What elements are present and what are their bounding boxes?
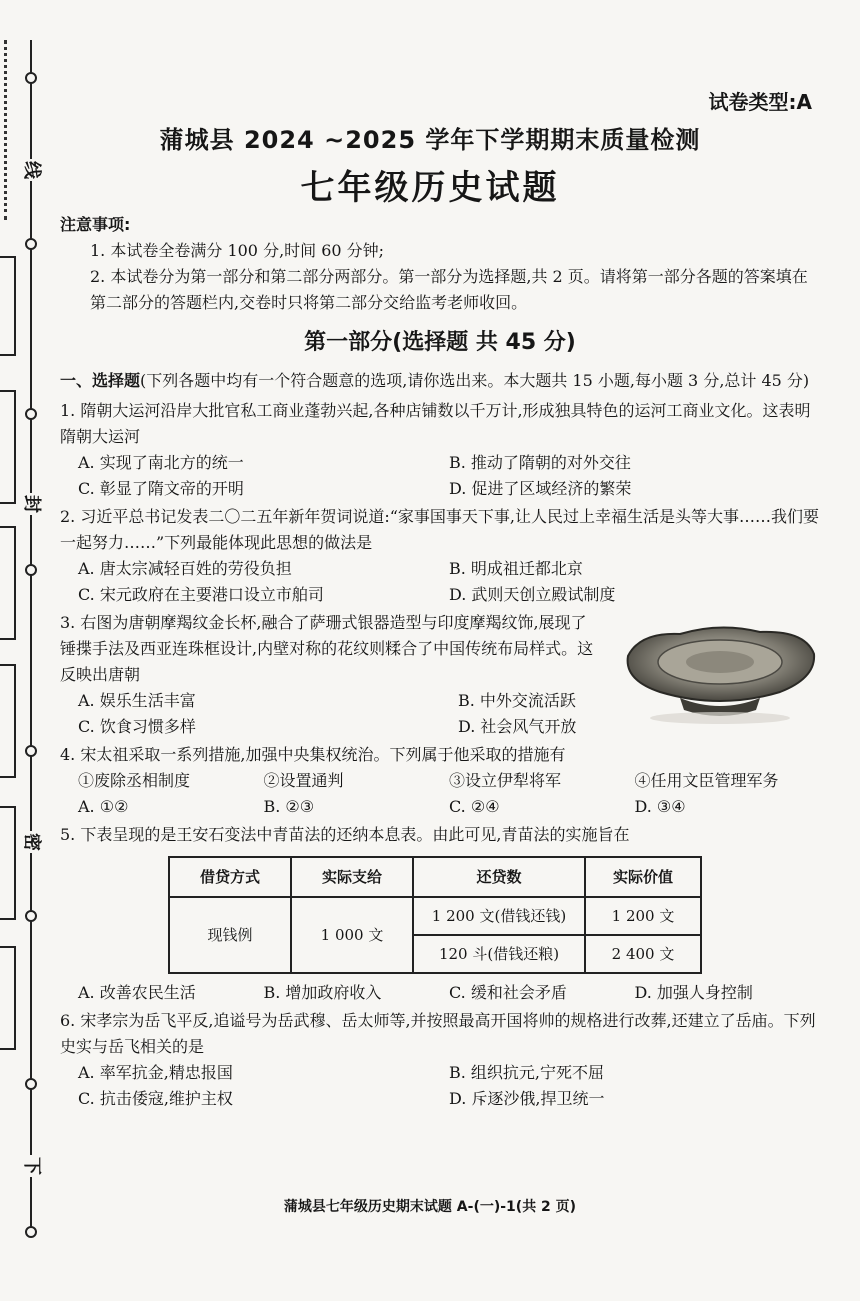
table-cell-given: 1 000 文: [291, 897, 413, 973]
option-b[interactable]: B. 增加政府收入: [263, 983, 382, 1002]
table-cell-value: 1 200 文: [585, 897, 701, 935]
binding-char-feng: 封: [21, 495, 42, 513]
question-2: [60, 504, 820, 608]
binding-hole: [25, 1078, 37, 1090]
table-header-row: [169, 857, 701, 897]
question-items: [60, 768, 820, 794]
option-a[interactable]: A. 娱乐生活丰富: [78, 691, 196, 710]
binding-hole: [25, 910, 37, 922]
option-d[interactable]: D. 加强人身控制: [634, 983, 753, 1002]
question-options: [60, 556, 820, 608]
question-stem: 2. 习近平总书记发表二〇二五年新年贺词说道:“家事国事天下事,让人民过上幸福生活是头等大事……我们要一起努力……”下列最能体现此思想的做法是: [60, 507, 820, 552]
item-4: ④任用文臣管理军务: [634, 771, 779, 790]
table-header: 借贷方式: [169, 857, 291, 897]
option-b[interactable]: B. 中外交流活跃: [458, 691, 576, 710]
exam-subtitle: 七年级历史试题: [300, 168, 560, 208]
item-2: ②设置通判: [263, 771, 344, 790]
binding-hole: [25, 1226, 37, 1238]
binding-char-xian: 线: [21, 161, 42, 179]
table-cell-value: 2 400 文: [585, 935, 701, 973]
item-3: ③设立伊犁将军: [449, 771, 562, 790]
option-d[interactable]: D. 武则天创立殿试制度: [449, 585, 616, 604]
option-a[interactable]: A. 唐太宗减轻百姓的劳役负担: [78, 559, 292, 578]
part-one-title: 第一部分(选择题 共 45 分): [304, 330, 576, 355]
question-1: [60, 398, 820, 502]
option-d[interactable]: D. 促进了区域经济的繁荣: [449, 479, 632, 498]
binding-hole: [25, 238, 37, 250]
binding-char-xia: 下: [21, 1157, 42, 1175]
binding-field-box: [0, 806, 16, 920]
binding-hole: [25, 745, 37, 757]
exam-body: [60, 212, 820, 1112]
exam-title: 蒲城县 2024 ~2025 学年下学期期末质量检测: [159, 126, 701, 154]
binding-field-box: [0, 256, 16, 356]
question-options: [60, 450, 820, 502]
paper-type-label: 试卷类型:A: [708, 90, 812, 114]
item-1: ①废除丞相制度: [78, 771, 191, 790]
option-a[interactable]: A. 实现了南北方的统一: [78, 453, 244, 472]
question-options: [60, 794, 820, 820]
question-stem: 3. 右图为唐朝摩羯纹金长杯,融合了萨珊式银器造型与印度摩羯纹饰,展现了锤揲手法及西亚连珠框设计,内壁对称的花纹则糅合了中国传统布局样式。这反映出唐朝: [60, 613, 594, 684]
section-desc: (下列各题中均有一个符合题意的选项,请你选出来。本大题共 15 小题,每小题 3 分,总计 45 分): [140, 371, 810, 390]
gold-cup-image: [620, 618, 820, 728]
table-header: 实际价值: [585, 857, 701, 897]
question-options: [60, 1060, 820, 1112]
table-row: [169, 897, 701, 935]
question-5: [60, 822, 820, 1006]
question-stem: 4. 宋太祖采取一系列措施,加强中央集权统治。下列属于他采取的措施有: [60, 745, 566, 764]
option-d[interactable]: D. ③④: [634, 797, 686, 816]
binding-field-box: [0, 664, 16, 778]
binding-char-mi: 密: [21, 833, 42, 851]
table-header: 还贷数: [413, 857, 585, 897]
section-label: 一、选择题: [60, 371, 141, 390]
question-options: [60, 980, 820, 1006]
loan-table: [168, 856, 702, 974]
option-b[interactable]: B. 明成祖迁都北京: [449, 559, 583, 578]
question-stem: 1. 隋朝大运河沿岸大批官私工商业蓬勃兴起,各种店铺数以千万计,形成独具特色的运河工商业文化。这表明隋朝大运河: [60, 401, 811, 446]
table-header: 实际支给: [291, 857, 413, 897]
question-6: [60, 1008, 820, 1112]
table-cell-method: 现钱例: [169, 897, 291, 973]
question-stem: 5. 下表呈现的是王安石变法中青苗法的还纳本息表。由此可见,青苗法的实施旨在: [60, 825, 630, 844]
option-c[interactable]: C. 饮食习惯多样: [78, 717, 196, 736]
binding-field-box: [0, 526, 16, 640]
option-a[interactable]: A. 改善农民生活: [78, 983, 196, 1002]
notice-item: 2. 本试卷分为第一部分和第二部分两部分。第一部分为选择题,共 2 页。请将第一部分各题的答案填在第二部分的答题栏内,交卷时只将第二部分交给监考老师收回。: [90, 267, 808, 312]
option-d[interactable]: D. 斥逐沙俄,捍卫统一: [449, 1089, 605, 1108]
binding-hole: [25, 72, 37, 84]
option-c[interactable]: C. 抗击倭寇,维护主权: [78, 1089, 233, 1108]
option-d[interactable]: D. 社会风气开放: [458, 717, 577, 736]
notice-title: 注意事项:: [60, 215, 131, 234]
question-stem: 6. 宋孝宗为岳飞平反,追谥号为岳武穆、岳太师等,并按照最高开国将帅的规格进行改葬,还建立了岳庙。下列史实与岳飞相关的是: [60, 1011, 816, 1056]
binding-field-box: [0, 946, 16, 1050]
binding-cut-line: [30, 40, 32, 1230]
table-cell-repay: 1 200 文(借钱还钱): [413, 897, 585, 935]
option-b[interactable]: B. 组织抗元,宁死不屈: [449, 1063, 605, 1082]
question-3: [60, 610, 820, 740]
question-4: [60, 742, 820, 820]
option-b[interactable]: B. 推动了隋朝的对外交往: [449, 453, 631, 472]
binding-field-box: [0, 390, 16, 504]
section-intro: [60, 368, 820, 394]
option-c[interactable]: C. ②④: [449, 797, 500, 816]
option-b[interactable]: B. ②③: [263, 797, 315, 816]
option-c[interactable]: C. 宋元政府在主要港口设立市舶司: [78, 585, 324, 604]
option-a[interactable]: A. ①②: [78, 797, 129, 816]
option-c[interactable]: C. 彰显了隋文帝的开明: [78, 479, 244, 498]
binding-hole: [25, 408, 37, 420]
binding-hole: [25, 564, 37, 576]
table-cell-repay: 120 斗(借钱还粮): [413, 935, 585, 973]
notice-item: 1. 本试卷全卷满分 100 分,时间 60 分钟;: [90, 241, 385, 260]
option-a[interactable]: A. 率军抗金,精忠报国: [78, 1063, 233, 1082]
page-footer: 蒲城县七年级历史期末试题 A-(一)-1(共 2 页): [283, 1199, 577, 1215]
option-c[interactable]: C. 缓和社会矛盾: [449, 983, 567, 1002]
